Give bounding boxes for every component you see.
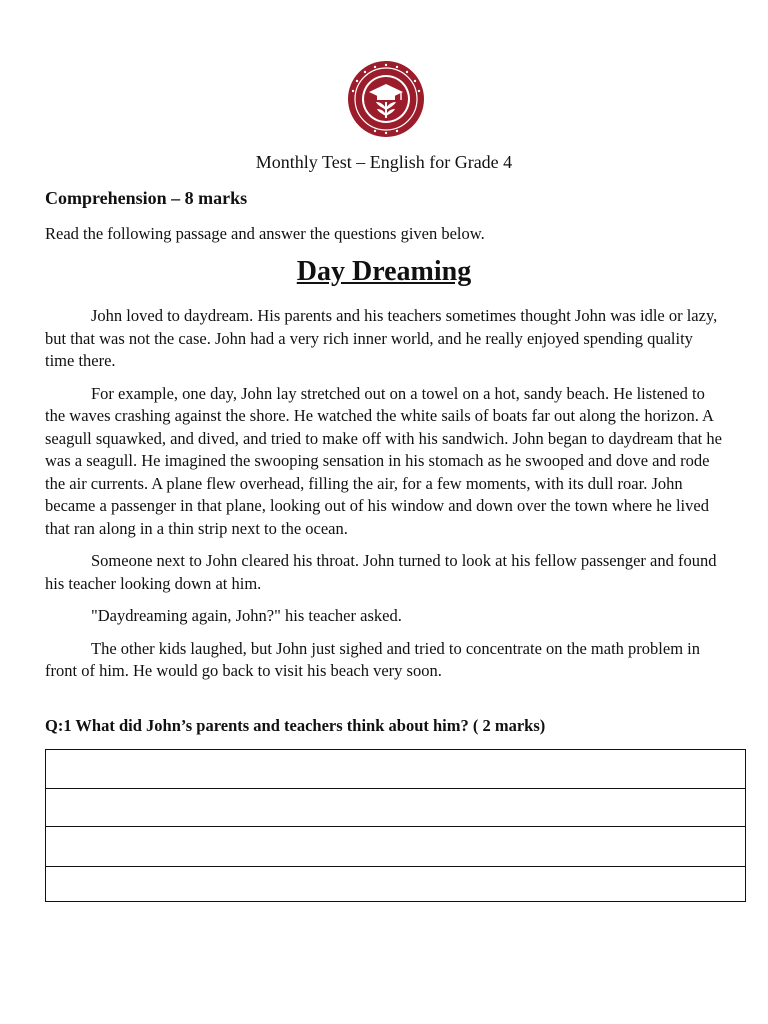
passage-paragraph: The other kids laughed, but John just sighed and tried to concentrate on the math problem in front of him. He would go back to visit his beach very soon. <box>45 638 700 680</box>
passage-body <box>45 305 725 693</box>
answer-line <box>46 826 745 827</box>
passage-paragraph: For example, one day, John lay stretched out on a towel on a hot, sandy beach. He listened to the waves crashing against the shore. He watched the white sails of boats far out along the horizon. A seagull squawked, and dived, and tried to make off with his sandwich. John began to daydream that he was a seagull. He imagined the swooping sensation in his stomach as he swooped and dove and rode the air currents. A plane flew overhead, filling the air, for a few moments, with its dull roar. John became a passenger in that plane, looking out of his window and down over the town where he lived that ran along in a thin strip next to the ocean. <box>45 383 722 538</box>
section-heading: Comprehension – 8 marks <box>45 188 248 208</box>
passage-paragraph: John loved to daydream. His parents and his teachers sometimes thought John was idle or lazy, but that was not the case. John had a very rich inner world, and he really enjoyed spending quality time there. <box>45 306 718 370</box>
passage-title: Day Dreaming <box>296 256 472 287</box>
answer-line <box>46 788 745 789</box>
test-title: Monthly Test – English for Grade 4 <box>255 152 513 172</box>
passage-paragraph: Someone next to John cleared his throat. John turned to look at his fellow passenger and found his teacher looking down at him. <box>45 551 717 593</box>
school-crest-logo <box>347 60 425 138</box>
answer-box-q1[interactable] <box>45 749 746 902</box>
answer-line <box>46 866 745 867</box>
passage-paragraph: "Daydreaming again, John?" his teacher asked. <box>91 606 402 625</box>
instructions-text: Read the following passage and answer the questions given below. <box>45 224 485 243</box>
question-1: Q:1 What did John’s parents and teachers think about him? ( 2 marks) <box>45 716 546 735</box>
